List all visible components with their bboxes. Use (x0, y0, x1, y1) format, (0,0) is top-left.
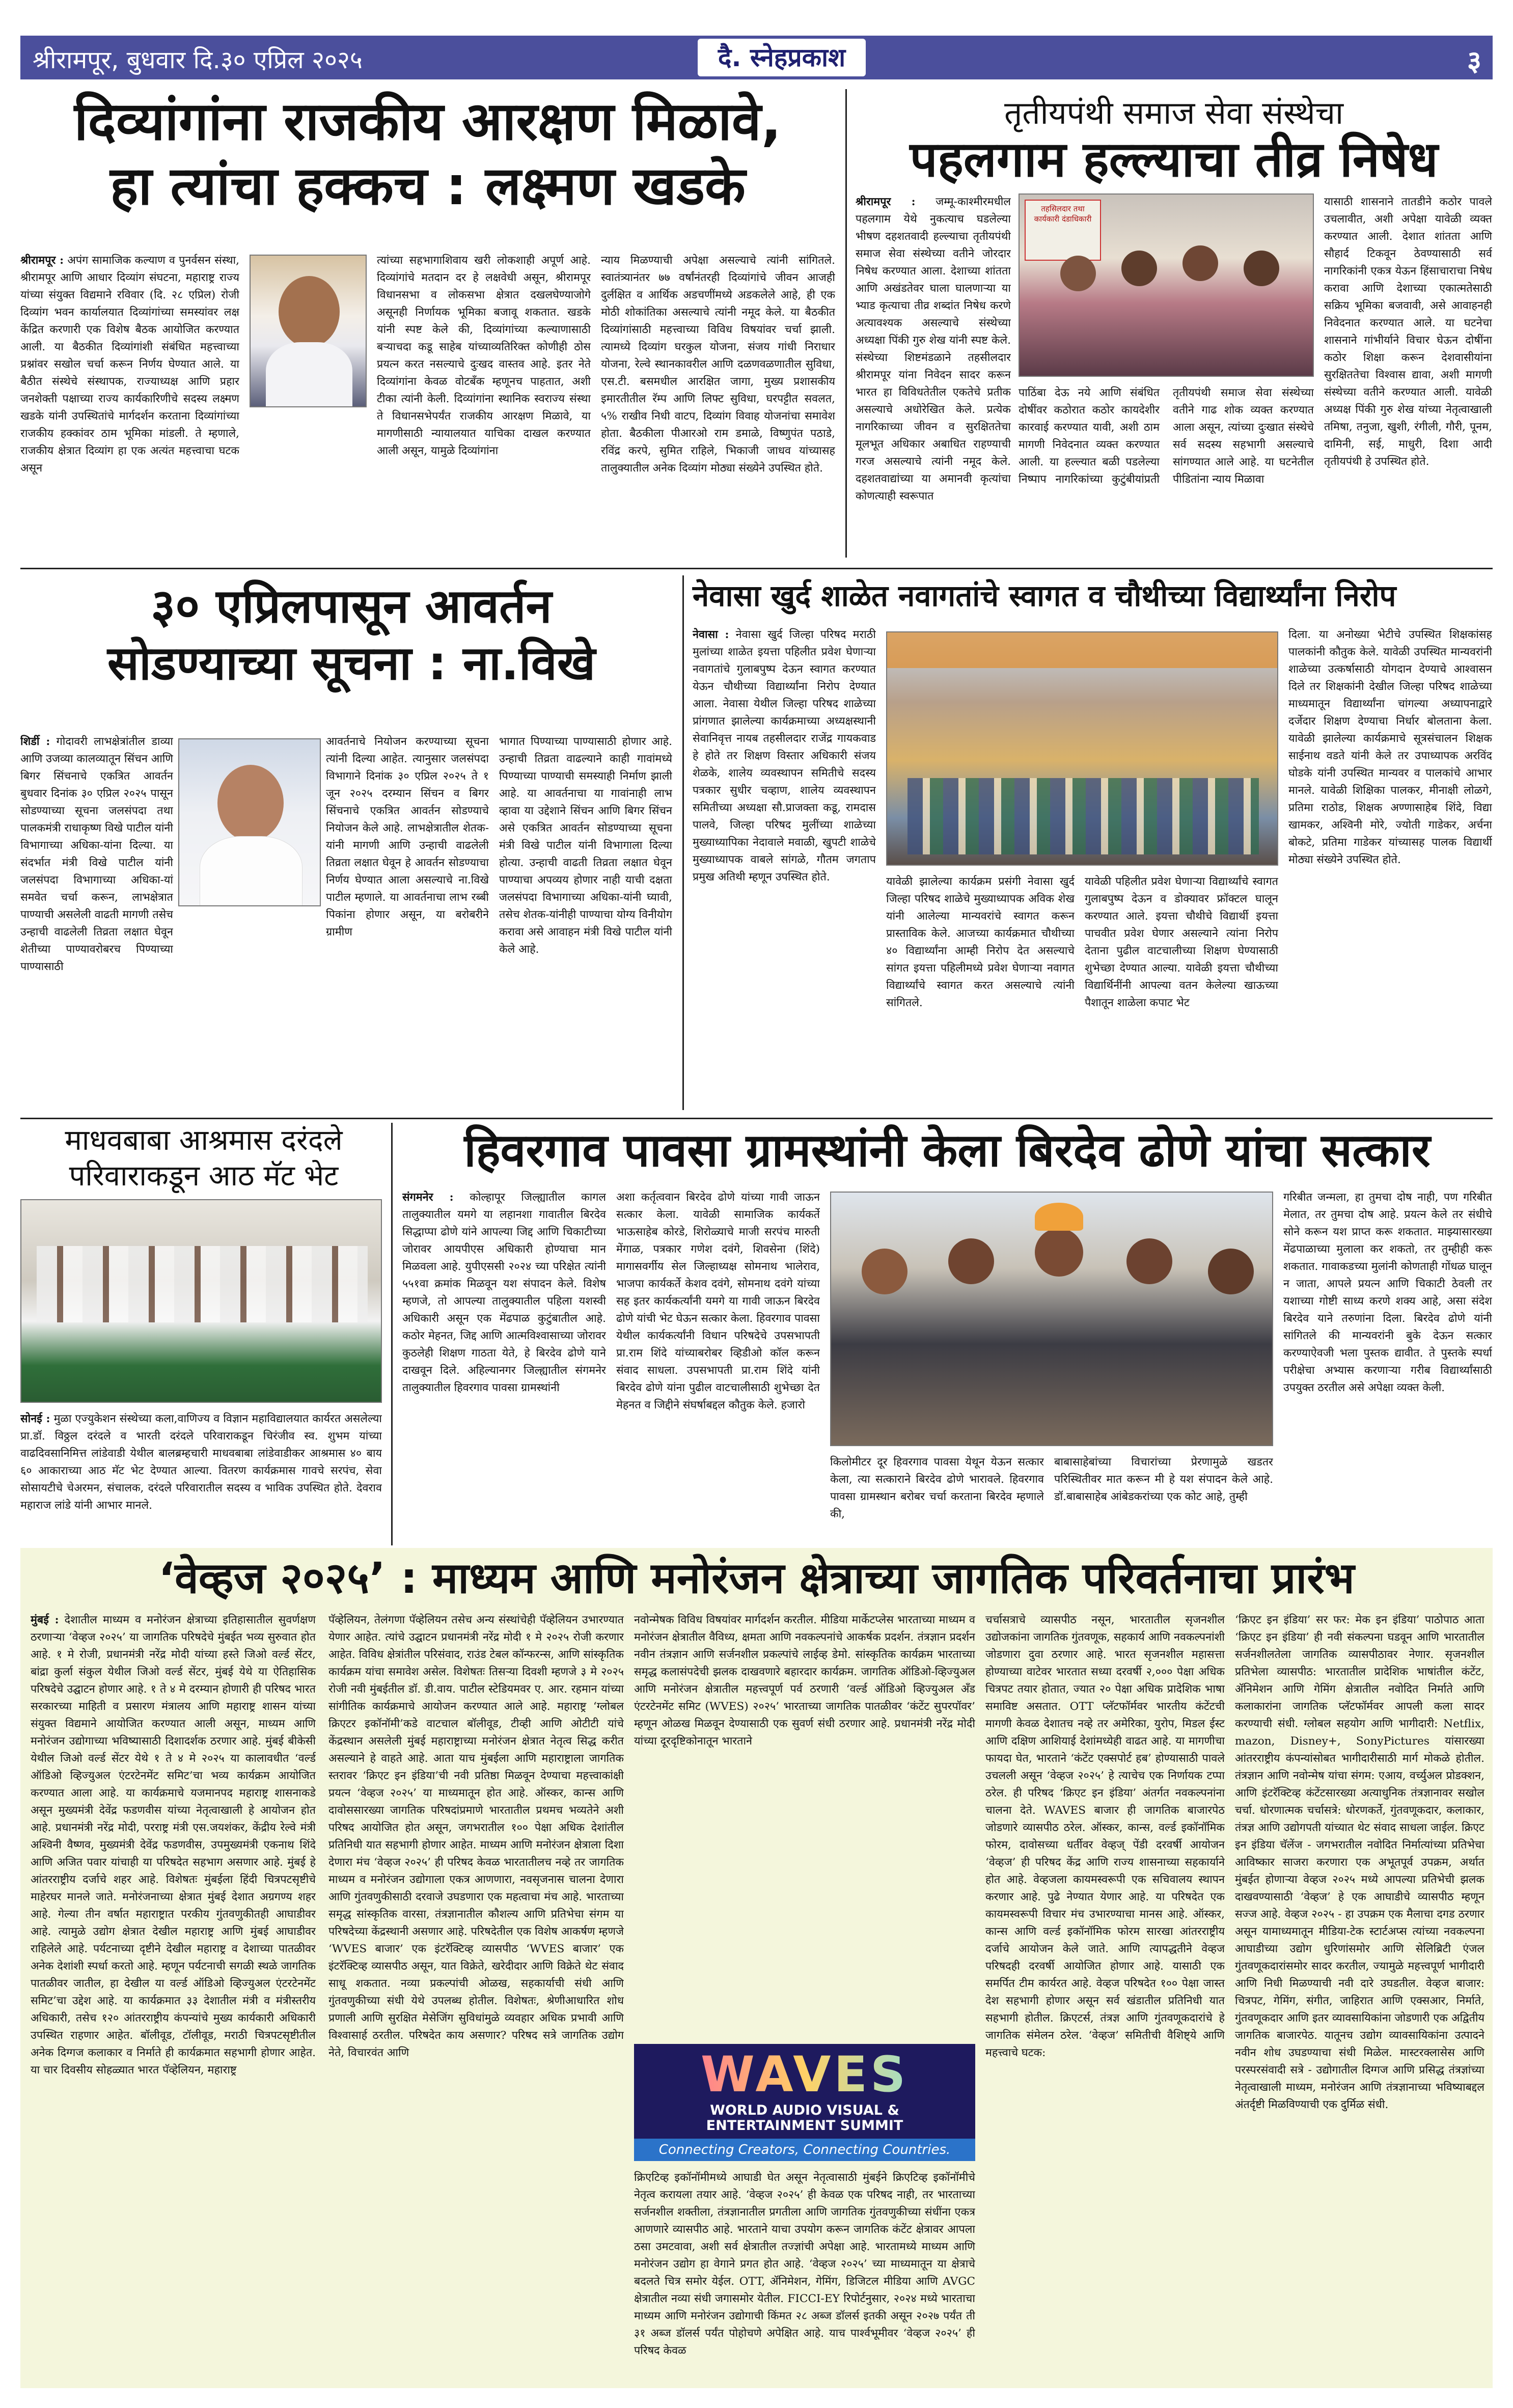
a4-dateline: नेवासा : (693, 628, 729, 641)
a2-col1 (856, 193, 1011, 560)
a7-col5-text: ‘क्रिएट इन इंडिया’ सर फर: मेक इन इंडिया’ पाठोपाठ आता ‘क्रिएट इन इंडिया’ ही नवी संकल्पना घडवून आणि भारतातील सर्जनशीलतेला जागतिक व्यासपीठावर नेणार. सृजनशील प्रतिभेला व्यासपीठ: भारतातील प्रादेशिक भाषांतील कंटेंट, ॲनिमेशन आणि गेमिंग क्षेत्रातील नवोदित निर्माते आणि कलाकारांना जागतिक प्लॅटफॉर्मवर आपली कला सादर करण्याची संधी. ग्लोबल सहयोग आणि भागीदारी: Netflix, mazon, Disney+, SonyPictures यांसारख्या आंतरराष्ट्रीय कंपन्यांसोबत भागीदारीसाठी मार्ग मोकळे होतील. तंत्रज्ञान आणि नवोन्मेष यांचा संगम: एआय, वर्च्युअल प्रोडक्शन, आणि इंटरॅक्टिव्ह कंटेंटसारख्या अत्याधुनिक तंत्रज्ञानावर सखोल चर्चा. धोरणात्मक चर्चासत्रे: धोरणकर्ते, गुंतवणूकदार, कलाकार, तंत्रज्ञ आणि उद्योगपती यांच्यात थेट संवाद साधला जाईल. क्रिएट इन इंडिया चॅलेंज - जगभरातील नवोदित निर्मात्यांच्या प्रतिभेचा आविष्कार साजरा करणारा एक अभूतपूर्व उपक्रम, अर्थात मुंबईत होणाऱ्या वेव्हज २०२५ मध्ये आपल्या प्रतिभेची झलक दाखवण्यासाठी ‘वेव्हज’ हे एक आघाडीचे व्यासपीठ म्हणून सज्ज आहे. वेव्हज २०२५ - हा उपक्रम एक मैलाचा दगड ठरणार असून यामाध्यमातून मीडिया-टेक स्टार्टअप्स त्यांच्या नवकल्पना आघाडीच्या उद्योग धुरिणांसमोर आणि सेलिब्रिटी एंजल गुंतवणूकदारांसमोर सादर करतील, ज्यामुळे महत्त्वपूर्ण भागीदारी आणि निधी मिळण्याची नवी दारे उघडतील. वेव्हज बाजार: चित्रपट, गेमिंग, संगीत, जाहिरात आणि एक्सआर, निर्माते, गुंतवणूकदार आणि इतर व्यावसायिकांना जोडणारी एक अद्वितीय जागतिक बाजारपेठ. यातूनच उद्योग व्यावसायिकांना उत्पादने नवीन शोध उघडण्याचा संधी मिळेल. मास्टरक्लासेस आणि परस्परसंवादी सत्रे - उद्योगातील दिग्गज आणि प्रसिद्ध तंत्रज्ञांच्या नेतृत्वाखाली माध्यम, मनोरंजन आणि तंत्रज्ञानाच्या भविष्याबद्दल अंतर्दृष्टी मिळविण्याची एक दुर्मिळ संधी. (1235, 1614, 1484, 2111)
a6-cap (830, 1454, 1044, 1545)
a7-col3b (634, 2169, 975, 2381)
a6-col2-text: अशा कर्तृत्ववान बिरदेव ढोणे यांच्या गावी जाऊन सत्कार केला. यावेळी सामाजिक कार्यकर्ते भाऊसाहेब कोरडे, शिरोळ्याचे माजी सरपंच मारुती मेंगाळ, पत्रकार गणेश दवंगे, शिवसेना (शिंदे) मागासवर्गीय सेल जिल्हाध्यक्ष सोमनाथ भालेराव, भाजपा कार्यकर्ते केशव दवंगे, सोमनाथ दवंगे यांच्या सह इतर कार्यकर्त्यांनी यमगे या गावी जाऊन बिरदेव ढोणे यांची भेट घेऊन सत्कार केला. हिवरगाव पावसा येथील कार्यकर्त्यांनी विधान परिषदेचे उपसभापती प्रा.राम शिंदे यांच्याबरोबर व्हिडीओ कॉल करून संवाद साधला. उपसभापती प्रा.राम शिंदे यांनी बिरदेव ढोणे यांना पुढील वाटचालीसाठी शुभेच्छा देत मेहनत व जिद्दीने संघर्षाबद्दल कौतुक केले. हजारो (616, 1191, 820, 1411)
a7-col4b-text: ऑस्कर, कान्स, वर्ल्ड इकॉनॉमिक फोरम, दावोसच्या धर्तीवर वेव्हज् पेंडी दरवर्षी आयोजन ‘वेव्हज’ ही परिषद केंद्र आणि राज्य शासनाच्या सहकार्याने होत आहे. वेव्हजला कायमस्वरूपी एक सचिवालय स्थापन करणार आहे. पुढे नेण्यात येणार आहे. या परिषदेत एक कायमस्वरूपी विचार मंच उभारण्याचा मानस आहे. ऑस्कर, कान्स आणि वर्ल्ड इकॉनॉमिक फोरम सारखा आंतरराष्ट्रीय दर्जाचे आयोजन केले जाते. आणि त्यापद्धतीने वेव्हज परिषदही दरवर्षी आयोजित होणार आहे. यासाठी एक समर्पित टीम कार्यरत आहे. वेव्हज परिषदेत १०० पेक्षा जास्त देश सहभागी होणार असून सर्व खंडातील प्रतिनिधी यात सहभागी होतील. क्रिएटर्स, तंत्रज्ञ आणि गुंतवणूकदारांचे हे जागतिक संमेलन ठरेल. ‘वेव्हज’ समितीची वैशिष्ट्ये आणि महत्त्वाचे घटक: (985, 1821, 1225, 2059)
a3-col1 (20, 733, 173, 1110)
a5-title-line2: परिवाराकडून आठ मॅट भेट (69, 1159, 339, 1193)
a4-col1-text: नेवासा खुर्द जिल्हा परिषद मराठी मुलांच्या शाळेत इयत्ता पहिलीत प्रवेश घेणाऱ्या नवागतांचे गुलाबपुष्प देऊन स्वागत करण्यात येऊन चौथीच्या विद्यार्थ्यांना निरोप देण्यात आला. नेवासा येथील जिल्हा परिषद शाळेच्या प्रांगणात झालेल्या कार्यक्रमाच्या अध्यक्षस्थानी सेवानिवृत्त नायब तहसीलदार राजेंद्र गायकवाड हे होते तर शिक्षण विस्तार अधिकारी संजय शेळके, शालेय व्यवस्थापन समितीचे सदस्य पत्रकार सुधीर चव्हाण, शालेय व्यवस्थापन समितीच्या अध्यक्षा सौ.प्राजक्ता कडू, रामदास पालवे, जिल्हा परिषद मुलींच्या शाळेच्या मुख्याध्यापिका नेदावाले मवाळी, खुपटी शाळेचे मुख्याध्यापक वाबले सांगळे, गौतम जगताप प्रमुख अतिथी म्हणून उपस्थित होते. (693, 628, 876, 883)
a6-col1 (402, 1189, 606, 1545)
a1-title-line2: हा त्यांचा हक्कच : लक्ष्मण खडके (110, 154, 746, 217)
ashram-mat-photo (20, 1199, 382, 1403)
a6-col2 (616, 1189, 820, 1545)
a4-col1 (693, 626, 876, 1110)
school-event-photo (886, 631, 1278, 866)
a3-col2 (326, 733, 489, 1110)
a3-title-line2: सोडण्याच्या सूचना : ना.विखे (107, 636, 596, 691)
column-divider (845, 89, 847, 558)
birdev-felicitation-photo (830, 1192, 1273, 1446)
a7-dateline: मुंबई : (31, 1614, 59, 1626)
pahalgam-protest-photo (1019, 193, 1314, 377)
a7-col5 (1235, 1612, 1484, 2381)
a6-col3-text: गरिबीत जन्मला, हा तुमचा दोष नाही, पण गरिबीत मेलात, तर तुमचा दोष आहे. प्रयत्न केले तर संधीचे सोने करून यश प्राप्त करू शकतात. माझ्यासारख्या मेंढपाळाच्या मुलाला कर शकतो, तर तुम्हीही करू शकतात. गावाकडच्या मुलांनी कोणताही गोंधळ घालून न जाता, आपले प्रयत्न आणि चिकाटी ठेवली तर यशाच्या गोष्टी साध्य करणे शक्य आहे, असा संदेश बिरदेव याने तरुणांना दिला. बिरदेव ढोणे यांनी सांगितले की मान्यवरांनी बुके देऊन सत्कार करण्याऐवजी भला पुस्तक द्यावीत. ते पुस्तके स्पर्धा परीक्षेचा अभ्यास करणाऱ्या गरीब विद्यार्थ्यांसाठी उपयुक्त ठरतील असे अपेक्षा व्यक्त केली. (1283, 1191, 1492, 1394)
a2-dateline: श्रीरामपूर : (856, 196, 916, 208)
a3-col2-text: आवर्तनाचे नियोजन करण्याच्या सूचना त्यांनी दिल्या आहेत. त्यानुसार जलसंपदा विभागाने दिनांक ३० एप्रिल २०२५ ते १ जून २०२५ दरम्यान सिंचन व बिगर सिंचनाचे एकत्रित आवर्तन सोडण्याचे नियोजन केले आहे. लाभक्षेत्रातील शेतक-यांनी मागणी आणि उन्हाची वाढलेली तिव्रता लक्षात घेवून हे आवर्तन सोडण्याचा निर्णय घेण्यात आला असल्याचे ना.विखे पाटील म्हणाले. या आवर्तनाचा लाभ रब्बी पिकांना होणार असून, या बरोबरीने ग्रामीण (326, 735, 489, 938)
a7-col4 (985, 1612, 1225, 2381)
a2-col3-text: यासाठी शासनाने तातडीने कठोर पावले उचलावीत, अशी अपेक्षा यावेळी व्यक्त करण्यात आली. देशात शांतता आणि सौहार्द टिकवून ठेवण्यासाठी सर्व नागरिकांनी एकत्र येऊन हिंसाचाराचा निषेध करावा आणि देशाच्या एकात्मतेसाठी सक्रिय भूमिका बजवावी, असे आवाहनही निवेदनात करण्यात आले. या घटनेचा शासनाने गांभीर्याने विचार घेऊन दोषींना कठोर शिक्षा करून देशवासीयांना सुरक्षिततेचा विश्वास द्यावा, अशी मागणी संस्थेच्या वतीने करण्यात आली. यावेळी अध्यक्ष पिंकी गुरु शेख यांच्या नेतृत्वाखाली तमिषा, तनुजा, खुशी, रंगीली, गौरी, पूनम, दामिनी, सई, माधुरी, दिशा आदी तृतीयपंथी हे उपस्थित होते. (1324, 196, 1492, 468)
a3-title-line1: ३० एप्रिलपासून आवर्तन (151, 579, 552, 633)
a7-col3a-text: नवोन्मेषक विविध विषयांवर मार्गदर्शन करतील. मीडिया मार्केटप्लेस भारताच्या माध्यम व मनोरंजन क्षेत्रातील वैविध्य, क्षमता आणि नवकल्पनांचे आकर्षक प्रदर्शन. तंत्रज्ञान प्रदर्शन नवीन तंत्रज्ञान आणि सर्जनशील प्रकल्पांचे लाईव्ह डेमो. सांस्कृतिक कार्यक्रम भारताच्या समृद्ध कलासंपदेची झलक दाखवणारे बहारदार कार्यक्रम. जागतिक ऑडिओ-व्हिज्युअल आणि मनोरंजन क्षेत्रातील महत्त्वपूर्ण पर्व ठरणारी ‘वर्ल्ड ऑडिओ व्हिज्युअल अँड एंटरटेनमेंट समिट (WVES) २०२५’ भारताच्या जागतिक पातळीवर ‘कंटेंट सुपरपॉवर’ म्हणून ओळख मिळवून देण्यासाठी एक सुवर्ण संधी ठरणार आहे. प्रधानमंत्री नरेंद्र मोदी यांच्या दूरदृष्टिकोनातून भारताने (634, 1614, 975, 1748)
a4-headline: नेवासा खुर्द शाळेत नवागतांचे स्वागत व चौथीच्या विद्यार्थ्यांना निरोप (693, 578, 1396, 613)
a2-col3 (1324, 193, 1492, 560)
a7-col1-text: देशातील माध्यम व मनोरंजन क्षेत्राच्या इतिहासातील सुवर्णक्षण ठरणाऱ्या ‘वेव्हज २०२५’ या जागतिक परिषदेचे मुंबईत भव्य सुरुवात होत आहे. १ मे रोजी, प्रधानमंत्री नरेंद्र मोदी यांच्या हस्ते जिओ वर्ल्ड सेंटर, बांद्रा कुर्ला संकुल येथील जिओ वर्ल्ड सेंटर, मुंबई येथे या ऐतिहासिक परिषदेचे उद्घाटन होणार आहे. १ ते ४ मे दरम्यान होणारी ही परिषद भारत सरकारच्या माहिती व प्रसारण मंत्रालय आणि महाराष्ट्र शासन यांच्या संयुक्त विद्यमाने आयोजित करण्यात आली असून, माध्यम आणि मनोरंजन उद्योगाच्या भविष्यासाठी दिशादर्शक ठरणार आहे. मुंबई बीकेसी येथील जिओ वर्ल्ड सेंटर येथे १ ते ४ मे २०२५ या कालावधीत ‘वर्ल्ड ऑडिओ व्हिज्युअल एंटरटेनमेंट समिट’चा भव्य कार्यक्रम आयोजित करण्यात आला आहे. या कार्यक्रमाचे यजमानपद महाराष्ट्र शासनाकडे असून मुख्यमंत्री देवेंद्र फडणवीस यांच्या नेतृत्वाखाली हे आयोजन होत आहे. प्रधानमंत्री नरेंद्र मोदी, परराष्ट्र मंत्री एस.जयशंकर, केंद्रीय रेल्वे मंत्री अश्विनी वैष्णव, मुख्यमंत्री देवेंद्र फडणवीस, उपमुख्यमंत्री एकनाथ शिंदे आणि अजित पवार यांचाही या परिषदेत सहभाग असणार आहे. मुंबई हे आंतरराष्ट्रीय दर्जाचे शहर आहे. विशेषतः मुंबईला हिंदी चित्रपटसृष्टीचे माहेरघर मानले जाते. मनोरंजनाच्या क्षेत्रात मुंबई देशात अग्रगण्य शहर आहे. गेल्या तीन वर्षात महाराष्ट्रात परकीय गुंतवणुकीतही आघाडीवर आहे. त्यामुळे उद्योग क्षेत्रात देखील महाराष्ट्र आणि मुंबई आघाडीवर राहिलेले आहे. पर्यटनाच्या दृष्टीने देखील महाराष्ट्र व देशाच्या पातळीवर अनेक देशांशी स्पर्धा करतो आहे. म्हणून पर्यटनाची सगळी स्थळे जागतिक पातळीवर जातील, हा देखील या वर्ल्ड ऑडिओ व्हिज्युअल एंटरटेनमेंट समिट’चा उद्देश आहे. या कार्यक्रमात ३३ देशातील मंत्री व मंत्रीस्तरीय अधिकारी, तसेच १२० आंतरराष्ट्रीय कंपन्यांचे मुख्य कार्यकारी अधिकारी उपस्थित राहणार आहेत. बॉलीवूड, टॉलीवूड, मराठी चित्रपटसृष्टीतील अनेक दिग्गज कलाकार व निर्माते ही कार्यक्रमात सहभागी होणार आहेत. या चार दिवसीय सोहळ्यात भारत पॅव्हेलियन, महाराष्ट्र (31, 1614, 316, 2077)
a4-col3 (1288, 626, 1492, 1110)
a3-col3-text: भागात पिण्याच्या पाण्यासाठी होणार आहे. उन्हाची तिव्रता वाढल्याने काही गावांमध्ये पिण्याच्या पाण्याची समस्याही निर्माण झाली आहे. या आवर्तनाचा या गावांनाही लाभ व्हावा या उद्देशाने सिंचन आणि बिगर सिंचन असे एकत्रित आवर्तन सोडण्याच्या सूचना मंत्री विखे पाटील यांनी विभागाला दिल्या होत्या. उन्हाची वाढती तिव्रता लक्षात घेवून पाण्याचा अपव्यय होणार नाही याची दक्षता जलसंपदा विभागाच्या अधिका-यांनी घ्यावी, तसेच शेतक-यांनीही पाण्याचा योग्य विनीयोग करावा असे आवाहन मंत्री विखे पाटील यांनी केले आहे. (499, 735, 672, 956)
a3-col3 (499, 733, 672, 1110)
a2-kicker: तृतीयपंथी समाज सेवा संस्थेचा (1004, 94, 1344, 131)
a3-dateline: शिर्डी : (20, 735, 50, 748)
a3-headline (20, 578, 682, 692)
a1-col1 (20, 252, 239, 558)
column-divider-2 (682, 575, 684, 1110)
masthead: दै. स्नेहप्रकाश (698, 39, 866, 76)
a7-col4a-text: चर्चासत्राचे व्यासपीठ नसून, भारतातील सृजनशील उद्योजकांना जागतिक गुंतवणूक, सहकार्य आणि नवकल्पनांशी जोडणारा दुवा ठरणार आहे. भारत सृजनशील महासत्ता होण्याच्या वाटेवर भारतात सध्या दरवर्षी २,००० पेक्षा अधिक चित्रपट तयार होतात, ज्यात २० पेक्षा अधिक प्रादेशिक भाषा समाविष्ट असतात. OTT प्लॅटफॉर्मवर भारतीय कंटेंटची मागणी केवळ देशातच नव्हे तर अमेरिका, युरोप, मिडल ईस्ट आणि दक्षिण आशियाई देशांमध्येही वाढत आहे. या मागणीचा फायदा घेत, भारताने ‘कंटेंट एक्सपोर्ट हब’ होण्यासाठी पावले उचलली असून ‘वेव्हज २०२५’ हे त्याचेच एक निर्णायक टप्पा ठरेल. ही परिषद ‘क्रिएट इन इंडिया’ अंतर्गत नवकल्पनांना चालना देते. WAVES बाजार ही जागतिक बाजारपेठ जोडणारे व्यासपीठ ठरेल. (985, 1614, 1225, 1834)
a2-headline: पहलगाम हल्ल्याचा तीव्र निषेध (910, 131, 1438, 188)
a5-headline (20, 1123, 387, 1194)
a7-headline: ‘वेव्हज २०२५’ : माध्यम आणि मनोरंजन क्षेत्राच्या जागतिक परिवर्तनाचा प्रारंभ (158, 1553, 1355, 1603)
a6-col3 (1283, 1189, 1492, 1545)
vikhe-photo (178, 738, 321, 906)
a1-col1-text: अपंग सामाजिक कल्याण व पुनर्वसन संस्था, श्रीरामपूर आणि आधार दिव्यांग संघटना, महाराष्ट्र राज्य यांच्या संयुक्त विद्यमाने रविवार (दि. २८ एप्रिल) रोजी दिव्यांग भवन कार्यालयात दिव्यांगांच्या समस्यांवर लक्ष केंद्रित करणारी एक विशेष बैठक आयोजित करण्यात आली. या बैठकीत दिव्यांगांशी संबंधित महत्त्वाच्या प्रश्नांवर सखोल चर्चा करून निर्णय घेण्यात आले. या बैठीत संस्थेचे संस्थापक, राज्याध्यक्ष आणि प्रहार जनशेक्ती पक्षाच्या राज्य कार्यकारिणीचे सदस्य लक्ष्मण खडके यांनी उपस्थितांचे मार्गदर्शन करताना दिव्यांगांच्या राजकीय हक्कांवर ठाम भूमिका मांडली. ते म्हणाले, राजकीय क्षेत्रात दिव्यांग हा एक अत्यंत महत्त्वाचा घटक असून (20, 254, 239, 475)
a4-col2a (886, 873, 1075, 1110)
a1-col3 (601, 252, 835, 558)
waves-tagline: Connecting Creators, Connecting Countries. (634, 2139, 975, 2161)
a1-col2-text: त्यांच्या सहभागाशिवाय खरी लोकशाही अपूर्ण आहे. दिव्यांगांचे मतदान दर हे लक्षवेधी असून, श्रीरामपूर विधानसभा व लोकसभा क्षेत्रात दखलघेण्याजोगे असूनही निर्णायक भूमिका बजावू शकतात. खडके यांनी स्पष्ट केले की, दिव्यांगांच्या कल्याणासाठी बऱ्याचदा कडू साहेब यांच्याव्यतिरिक्त कोणीही ठोस प्रयत्न करत नसल्याचे दुःखद वास्तव आहे. इतर नेते दिव्यांगांना केवळ वोटबँक म्हणूनच पाहतात, अशी टीका त्यांनी केली. दिव्यांगांना स्थानिक स्वराज्य संस्था ते विधानसभेपर्यंत राजकीय आरक्षण मिळावे, या मागणीसाठी न्यायालयात याचिका दाखल करण्यात आली असून, यामुळे दिव्यांगांना (377, 254, 591, 457)
section-rule (20, 568, 1493, 569)
a7-col1 (31, 1612, 316, 2381)
a7-col2-text: पॅव्हेलियन, तेलंगणा पॅव्हेलियन तसेच अन्य संस्थांचेही पॅव्हेलियन उभारण्यात येणार आहेत. त्यांचे उद्घाटन प्रधानमंत्री नरेंद्र मोदी १ मे २०२५ रोजी करणार आहेत. विविध क्षेत्रांतील परिसंवाद, राउंड टेबल कॉन्फरन्स, आणि सांस्कृतिक कार्यक्रम यांचा समावेश असेल. विशेषतः तिसऱ्या दिवशी म्हणजे ३ मे २०२५ रोजी नवी मुंबईतील डॉ. डी.वाय. पाटील स्टेडियमवर ए. आर. रहमान यांच्या सांगीतिक कार्यक्रमाचे आयोजन करण्यात आले आहे. महाराष्ट्र ‘ग्लोबल क्रिएटर इकॉनॉमी’कडे वाटचाल बॉलीवूड, टीव्ही आणि ओटीटी यांचे केंद्रस्थान असलेली मुंबई महाराष्ट्राच्या मनोरंजन क्षेत्रात नेतृत्व सिद्ध करीत असल्याने हे वाहते आहे. आता याच मुंबईला आणि महाराष्ट्राला जागतिक स्तरावर ‘क्रिएट इन इंडिया’ची नवी प्रतिष्ठा मिळवून देण्याचा महत्त्वाकांक्षी प्रयत्न ‘वेव्हज २०२५’ या माध्यमातून होत आहे. ऑस्कर, कान्स आणि दावोससारख्या जागतिक परिषदांप्रमाणे भारतातील प्रथमच भव्यतेने अशी परिषद आयोजित होत असून, जगभरातील १०० पेक्षा अधिक देशांतील प्रतिनिधी यात सहभागी होणार आहेत. माध्यम आणि मनोरंजन क्षेत्राला दिशा देणारा मंच ‘वेव्हज २०२५’ ही परिषद केवळ भारतातीलच नव्हे तर जागतिक माध्यम व मनोरंजन उद्योगाला एकत्र आणणारा, नवसृजनास चालना देणारा आणि गुंतवणुकीसाठी दरवाजे उघडणारा एक महत्वाचा मंच आहे. भारताच्या समृद्ध सांस्कृतिक वारसा, तंत्रज्ञानातील कौशल्य आणि प्रतिभेचा संगम या परिषदेच्या केंद्रस्थानी असणार आहे. परिषदेतील एक विशेष आकर्षण म्हणजे ‘WVES बाजार’ एक इंटरॅक्टिव्ह व्यासपीठ ‘WVES बाजार’ एक इंटरॅक्टिव्ह व्यासपीठ असून, यात विक्रेते, खरेदीदार आणि विक्रेते थेट संवाद साधू शकतात. नव्या प्रकल्पांची ओळख, सहकार्याची संधी आणि गुंतवणुकीच्या संधी येथे उपलब्ध होतील. विशेषतः, श्रेणीआधारित शोध प्रणाली आणि सुरक्षित मेसेजिंग सुविधांमुळे व्यवहार अधिक प्रभावी आणि विश्वासार्ह ठरतील. परिषदेत काय असणार? परिषद सत्रे जागतिक उद्योग नेते, विचारवंत आणि (328, 1614, 624, 2059)
a7-col3a (634, 1612, 975, 2034)
a2-col1-text: जम्मू-काश्मीरमधील पहलगाम येथे नुकत्याच घडलेल्या भीषण दहशतवादी हल्ल्याचा तृतीयपंथी समाज सेवा संस्थेच्या वतीने जोरदार निषेध करण्यात आला. देशाच्या शांतता आणि अखंडतेवर घाला घालणाऱ्या या भ्याड कृत्याचा तीव्र शब्दांत निषेध करणे अत्यावश्यक असल्याचे संस्थेच्या अध्यक्षा पिंकी गुरु शेख यांनी स्पष्ट केले. संस्थेच्या शिष्टमंडळाने तहसीलदार श्रीरामपूर यांना निवेदन सादर करून भारत हा विविधतेतील एकतेचे प्रतीक असल्याचे अधोरेखित केले. प्रत्येक नागरिकाच्या जीवन व सुरक्षिततेचा मूलभूत अधिकार अबाधित राहण्याची गरज असल्याचे त्यांनी नमूद केले. दहशतवाद्यांच्या या अमानवी कृत्यांचा कोणत्याही स्वरूपात (856, 196, 1011, 503)
a1-col3-text: न्याय मिळण्याची अपेक्षा असल्याचे त्यांनी सांगितले. स्वातंत्र्यानंतर ७७ वर्षांनंतरही दिव्यांगांचे जीवन आजही दुर्लक्षित व आर्थिक अडचणींमध्ये अडकलेले आहे, ही एक मोठी शोकांतिका असल्याचे त्यांनी नमूद केले. या बैठकीत दिव्यांगांसाठी महत्त्वाच्या विविध विषयांवर चर्चा झाली. त्यामध्ये दिव्यांग घरकुल योजना, संजय गांधी निराधार योजना, रेल्वे स्थानकावरील आणि दळणवळणातील सुविधा, एस.टी. बसमधील आरक्षित जागा, मुख्य प्रशासकीय इमारतीतील रॅम्प आणि लिफ्ट सुविधा, घरपट्टीत सवलत, ५% राखीव निधी वाटप, दिव्यांग विवाह योजनांचा समावेश होता. बैठकीला पीआरओ राम डमाळे, विष्णुपंत पठाडे, रविंद्र करपे, सुमित राहिले, भिकाजी जाधव यांच्यासह तालुक्यातील अनेक दिव्यांग मोठ्या संख्येने उपस्थित होते. (601, 254, 835, 475)
a4-col2b (1085, 873, 1278, 1110)
section-rule-2 (20, 1118, 1493, 1119)
a1-title-line1: दिव्यांगांना राजकीय आरक्षण मिळावे, (74, 90, 782, 152)
a6-col1-text: कोल्हापूर जिल्ह्यातील कागल तालुक्यातील यमगे या लहानशा गावातील बिरदेव सिद्धाप्पा ढोणे यांने आपल्या जिद्द आणि चिकाटीच्या जोरावर आयपीएस अधिकारी होण्याचा मान मिळवला आहे. युपीएससी २०२४ च्या परिक्षेत त्यांनी ५५१वा क्रमांक मिळवून यश संपादन केले. विशेष म्हणजे, तो आपल्या तालुक्यातील पहिला यशस्वी अधिकारी असून एक मेंढपाळ कुटुंबातील आहे. कठोर मेहनत, जिद्द आणि आत्मविश्वासाच्या जोरावर कुठलेही शिक्षण गाठता येते, हे बिरदेव ढोणे याने दाखवून दिले. अहिल्यानगर जिल्ह्यातील संगमनेर तालुक्यातील हिवरगाव पावसा ग्रामस्थांनी (402, 1191, 606, 1394)
waves-subtitle-2: ENTERTAINMENT SUMMIT (706, 2118, 903, 2134)
a1-col2 (377, 252, 591, 558)
a6-cap2 (1054, 1454, 1273, 1545)
tahsildar-banner: तहसिलदार तथा कार्यकारी दंडाधिकारी (1025, 200, 1101, 261)
page-number: ३ (1467, 45, 1481, 77)
a1-headline (20, 89, 835, 218)
waves-wordmark: WAVES (634, 2046, 975, 2103)
a4-col3-text: दिला. या अनोख्या भेटीचे उपस्थित शिक्षकांसह पालकांनी कौतुक केले. यावेळी उपस्थित मान्यवरांनी शाळेच्या उत्कर्षासाठी योगदान देण्याचे आश्वासन दिले तर शिक्षकांनी देखील जिल्हा परिषद शाळेच्या माध्यमातून विद्यार्थ्यांना चांगल्या अध्यापनाद्वारे दर्जेदार शिक्षण देण्याचा निर्धार बोलताना केला. यावेळी झालेल्या कार्यक्रमाचे सूत्रसंचालन शिक्षक साईनाथ वडते यांनी केले तर उपाध्यापक अरविंद घोडके यांनी उपस्थित मान्यवर व पालकांचे आभार मानले. यावेळी शिक्षिका पालकर, मीनाक्षी लोळगे, प्रतिमा राठोड, शिक्षक अण्णासाहेब शिंदे, विद्या खामकर, अश्विनी मोरे, ज्योती गाडेकर, अर्चना बोकटे, प्रतिमा गाडेकर यांच्यासह पालक विद्यार्थी मोठ्या संख्येने उपस्थित होते. (1288, 628, 1492, 866)
a4-col2b-text: यावेळी पहिलीत प्रवेश घेणाऱ्या विद्यार्थ्यांचे स्वागत गुलाबपुष्प देऊन व डोक्यावर फ्रॉक्टल घालून करण्यात आले. इयत्ता चौथीचे विद्यार्थी इयत्ता पाचवीत प्रवेश घेणार असल्याने त्यांना निरोप देताना पुढील वाटचालीच्या शिक्षण घेण्यासाठी शुभेच्छा देण्यात आल्या. यावेळी इयत्ता चौथीच्या विद्यार्थिनींनी आपल्या वतन केलेल्या खाऊच्या पैशातून शाळेला कपाट भेट (1085, 875, 1278, 1009)
a6-headline: हिवरगाव पावसा ग्रामस्थांनी केला बिरदेव ढोणे यांचा सत्कार (464, 1124, 1431, 1177)
khadke-photo (250, 255, 367, 407)
a5-dateline: सोनई : (20, 1413, 50, 1425)
a6-cap2-text: बाबासाहेबांच्या विचारांच्या प्रेरणामुळे खडतर परिस्थितीवर मात करून मी हे यश संपादन केले आहे. डॉ.बाबासाहेब आंबेडकरांच्या एक कोट आहे, तुम्ही (1054, 1456, 1273, 1503)
page-header (20, 36, 1493, 79)
a1-dateline: श्रीरामपूर : (20, 254, 64, 267)
a7-col2 (328, 1612, 624, 2381)
column-divider-3 (391, 1123, 393, 1545)
a6-cap-text: किलोमीटर दूर हिवरगाव पावसा येथून येऊन सत्कार केला, त्या सत्काराने बिरदेव ढोणे भारावले. हिवरगाव पावसा ग्रामस्थान बरोबर चर्चा करताना बिरदेव म्हणाले की, (830, 1456, 1044, 1520)
a2-col2 (1019, 384, 1314, 560)
a5-title-line1: माधवबाबा आश्रमास दरंदले (65, 1124, 343, 1157)
a2-col2-text: पाठिंबा देऊ नये आणि संबंधित दोषींवर कठोरात कठोर कायदेशीर कारवाई करण्यात यावी, अशी ठाम मागणी निवेदनात व्यक्त करण्यात आली. या हल्ल्यात बळी पडलेल्या निष्पाप नागरिकांच्या कुटुंबीयांप्रती तृतीयपंथी समाज सेवा संस्थेच्या वतीने गाढ शोक व्यक्त करण्यात आला असून, त्यांच्या दुःखात संस्थेचे सर्व सदस्य सहभागी असल्याचे सांगण्यात आले आहे. या घटनेतील पीडितांना न्याय मिळावा (1019, 386, 1314, 486)
waves-logo (634, 2044, 975, 2161)
a5-body-text: मुळा एज्युकेशन संस्थेच्या कला,वाणिज्य व विज्ञान महाविद्यालयात कार्यरत असलेल्या प्रा.डॉ. विठ्ठल दरंदले व भारती दरंदले परिवाराकडून चिरंजीव स्व. शुभम यांच्या वाढदिवसानिमित्त लांडेवाडी येथील बालब्रम्हचारी माधवबाबा लांडेवाडीकर आश्रमास ४० बाय ६० आकाराच्या आठ मॅट भेट देण्यात आल्या. वितरण कार्यक्रमास गावचे सरपंच, सेवा सोसायटीचे चेअरमन, संचालक, दरंदले परिवारातील सदस्य व भाविक उपस्थित होते. देवराव महाराज लांडे यांनी आभार मानले. (20, 1413, 382, 1512)
a7-col3b-text: क्रिएटिव्ह इकॉनॉमीमध्ये आघाडी घेत असून नेतृत्वासाठी मुंबईने क्रिएटिव्ह इकॉनॉमीचे नेतृत्व करायला तयार आहे. ‘वेव्हज २०२५’ ही केवळ एक परिषद नाही, तर भारताच्या सर्जनशील शक्तीला, तंत्रज्ञानातील प्रगतीला आणि जागतिक गुंतवणुकीच्या संधींना एकत्र आणणारे व्यासपीठ आहे. भारताने याचा उपयोग करून जागतिक कंटेंट क्षेत्रावर आपला ठसा उमटवावा, अशी सर्व क्षेत्रातील तज्ज्ञांची अपेक्षा आहे. भारतामध्ये माध्यम आणि मनोरंजन उद्योग हा वेगाने प्रगत होत आहे. ‘वेव्हज २०२५’ च्या माध्यमातून या क्षेत्राचे बदलते चित्र समोर येईल. OTT, ॲनिमेशन, गेमिंग, डिजिटल मीडिया आणि AVGC क्षेत्रातील नव्या संधी जगासमोर येतील. FICCI-EY रिपोर्टनुसार, २०२४ मध्ये भारताचा माध्यम आणि मनोरंजन उद्योगाची किंमत २८ अब्ज डॉलर्स इतकी असून २०२७ पर्यंत ती ३१ अब्ज डॉलर्स पर्यंत पोहोचणे अपेक्षित आहे. याच पार्श्वभूमीवर ‘वेव्हज २०२५’ ही परिषद केवळ (634, 2171, 975, 2357)
header-date: श्रीरामपूर, बुधवार दि.३० एप्रिल २०२५ (33, 46, 363, 74)
a6-dateline: संगमनेर : (402, 1191, 454, 1204)
a3-col1-text: गोदावरी लाभक्षेत्रांतील डाव्या आणि उजव्या कालव्यातून सिंचन आणि बिगर सिंचनाचे एकत्रित आवर्तन बुधवार दिनांक ३० एप्रिल २०२५ पासून सोडण्याच्या सूचना जलसंपदा तथा पालकमंत्री राधाकृष्ण विखे पाटील यांनी विभागाच्या अधिका-यांना दिल्या. या संदर्भात मंत्री विखे पाटील यांनी जलसंपदा विभागाच्या अधिका-यां समवेत चर्चा करून, लाभक्षेत्रात पाण्याची असलेली वाढती मागणी तसेच उन्हाची वाढलेली तिव्रता लक्षात घेवून शेतीच्या पाण्यावरोबरच पिण्याच्या पाण्यासाठी (20, 735, 173, 973)
waves-subtitle-1: WORLD AUDIO VISUAL & (710, 2102, 899, 2118)
a5-body (20, 1410, 382, 1548)
a4-col2a-text: यावेळी झालेल्या कार्यक्रम प्रसंगी नेवासा खुर्द जिल्हा परिषद शाळेचे मुख्याध्यापक अविक शेख यांनी आलेल्या मान्यवरांचे स्वागत करून प्रास्ताविक केले. आजच्या कार्यक्रमात चौथीच्या ४० विद्यार्थ्यांना आम्ही निरोप देत असल्याचे सांगत इयत्ता पहिलीमध्ये प्रवेश घेणाऱ्या नवागत विद्यार्थ्यांचे स्वागत करत असल्याचे त्यांनी सांगितले. (886, 875, 1075, 1009)
